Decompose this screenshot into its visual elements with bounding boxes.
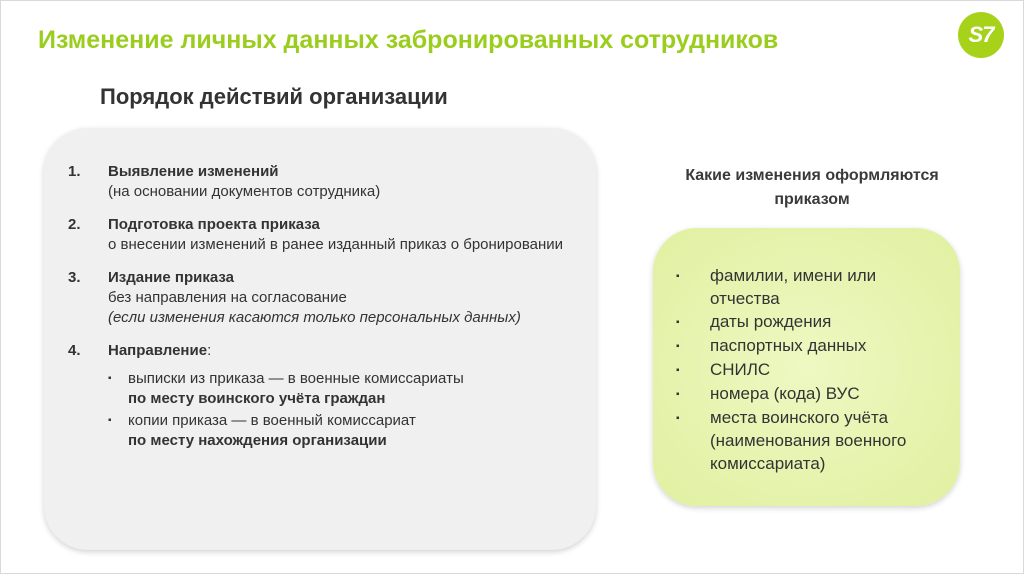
square-bullet-icon: ▪ — [676, 365, 680, 376]
change-text: места воинского учёта (наименования военного комиссариата) — [710, 408, 907, 473]
step-title: Подготовка проекта приказа — [108, 216, 320, 233]
changes-list — [676, 264, 946, 475]
step-number: 2. — [68, 216, 81, 233]
square-bullet-icon: ▪ — [676, 317, 680, 328]
step-title-suffix: : — [207, 342, 212, 359]
change-text: фамилии, имени или отчества — [710, 266, 877, 308]
bullet-bold-text: по месту нахождения организации — [128, 432, 387, 449]
bullet-text: выписки из приказа — в военные комиссариаты — [128, 370, 464, 387]
list-item — [676, 264, 946, 310]
step-2 — [68, 215, 568, 255]
list-item — [676, 310, 946, 334]
step-text: без направления на согласование — [108, 289, 347, 306]
square-bullet-icon: ▪ — [676, 341, 680, 352]
square-bullet-icon: ▪ — [108, 373, 112, 384]
step-3 — [68, 268, 568, 328]
list-item — [676, 358, 946, 382]
step-text: о внесении изменений в ранее изданный приказ о бронировании — [108, 236, 564, 253]
step-title: Выявление изменений — [108, 163, 279, 180]
slide-subtitle: Порядок действий организации — [100, 84, 448, 109]
list-item — [676, 406, 946, 475]
list-item — [108, 411, 568, 451]
square-bullet-icon: ▪ — [108, 415, 112, 426]
change-text: СНИЛС — [710, 360, 771, 379]
list-item — [108, 369, 568, 409]
step-title: Издание приказа — [108, 269, 234, 286]
square-bullet-icon: ▪ — [676, 413, 680, 424]
step-1 — [68, 162, 568, 202]
s7-logo — [958, 12, 1004, 58]
step-number: 3. — [68, 269, 81, 286]
change-text: паспортных данных — [710, 336, 867, 355]
step-number: 4. — [68, 342, 81, 359]
change-text: даты рождения — [710, 312, 832, 331]
change-text: номера (кода) ВУС — [710, 384, 860, 403]
bullet-text: копии приказа — в военный комиссариат — [128, 412, 416, 429]
square-bullet-icon: ▪ — [676, 271, 680, 282]
slide-title: Изменение личных данных забронированных сотрудников — [38, 26, 779, 54]
list-item — [676, 382, 946, 406]
step-text: (на основании документов сотрудника) — [108, 183, 381, 200]
list-item — [676, 334, 946, 358]
step-title: Направление — [108, 342, 208, 359]
step-note: (если изменения касаются только персональных данных) — [108, 309, 521, 326]
changes-heading: Какие изменения оформляются приказом — [685, 167, 939, 208]
step-number: 1. — [68, 163, 81, 180]
distribution-list — [108, 369, 568, 451]
step-4 — [68, 341, 568, 453]
bullet-bold-text: по месту воинского учёта граждан — [128, 390, 386, 407]
steps-list — [68, 162, 568, 466]
logo-text: S7 — [968, 22, 994, 47]
square-bullet-icon: ▪ — [676, 389, 680, 400]
